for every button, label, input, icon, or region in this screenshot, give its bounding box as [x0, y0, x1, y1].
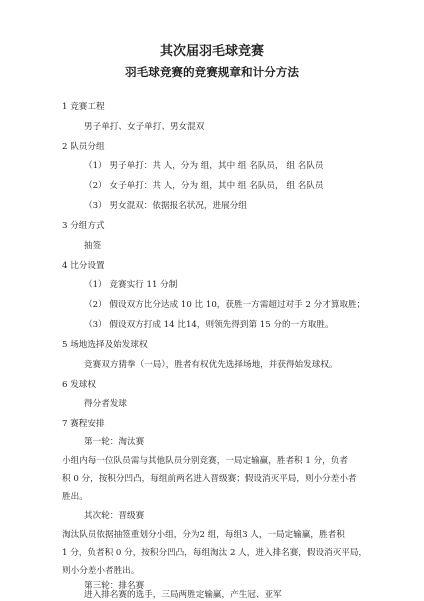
body-line: （3） 男女混双：依据报名状况，进展分组 [84, 201, 247, 211]
body-line: 其次轮：晋级赛 [84, 511, 145, 521]
body-line: （2） 假设双方比分达成 10 比 10，获胜一方需超过对手 2 分才算取胜； [84, 300, 366, 310]
body-line: 第一轮：淘汰赛 [84, 437, 145, 447]
body-line: 得分者发球 [84, 399, 127, 409]
section-heading: 6 发球权 [62, 380, 96, 390]
body-line: 小组内每一位队员需与其他队员分别竞赛，一局定输赢，胜者积 1 分，负者 [62, 456, 348, 466]
body-line: （2） 女子单打：共 人，分为 组，其中 组 名队员， 组 名队员 [84, 181, 324, 191]
section-heading: 5 场地选择及始发球权 [62, 340, 148, 350]
section-heading: 4 比分设置 [62, 261, 105, 271]
section-heading: 2 队员分组 [62, 142, 105, 152]
body-line: 第三轮：排名赛 [84, 581, 145, 591]
body-line: 1 分，负者积 0 分，按积分凹凸，每组淘汰 2 人，进入排名赛，假设消灭平局， [62, 548, 368, 558]
body-line: 男子单打、女子单打、男女混双 [84, 122, 205, 132]
body-line: （3） 假设双方打成 14 比14，则领先得到第 15 分的一方取胜。 [84, 320, 334, 330]
document-title: 其次届羽毛球竞赛 [159, 44, 264, 59]
body-line: （1） 竞赛实行 11 分制 [84, 280, 178, 290]
section-heading: 1 竞赛工程 [62, 102, 105, 112]
body-line: 积 0 分，按积分凹凸，每组前两名进入晋级赛；假设消灭平局，则小分差小者 [62, 474, 357, 484]
document-subtitle: 羽毛球竞赛的竞赛规章和计分方法 [125, 65, 299, 79]
body-line: 竞赛双方猜拳（一局），胜者有权优先选择场地，并获得始发球权。 [84, 360, 338, 370]
body-line: 抽签 [84, 241, 102, 251]
body-line: 淘汰队员依据抽签重划分小组，分为2 组，每组3 人，一局定输赢，胜者积 [62, 530, 345, 540]
body-line: 则小分差小者胜出。 [62, 566, 140, 576]
section-heading: 7 赛程安排 [62, 419, 105, 429]
body-line: （1） 男子单打：共 人，分为 组，其中 组 名队员， 组 名队员 [84, 161, 324, 171]
body-line: 胜出。 [62, 492, 88, 502]
section-heading: 3 分组方式 [62, 221, 105, 231]
body-line: 进入排名赛的选手，三局两胜定输赢，产生冠、亚军 [84, 590, 282, 600]
